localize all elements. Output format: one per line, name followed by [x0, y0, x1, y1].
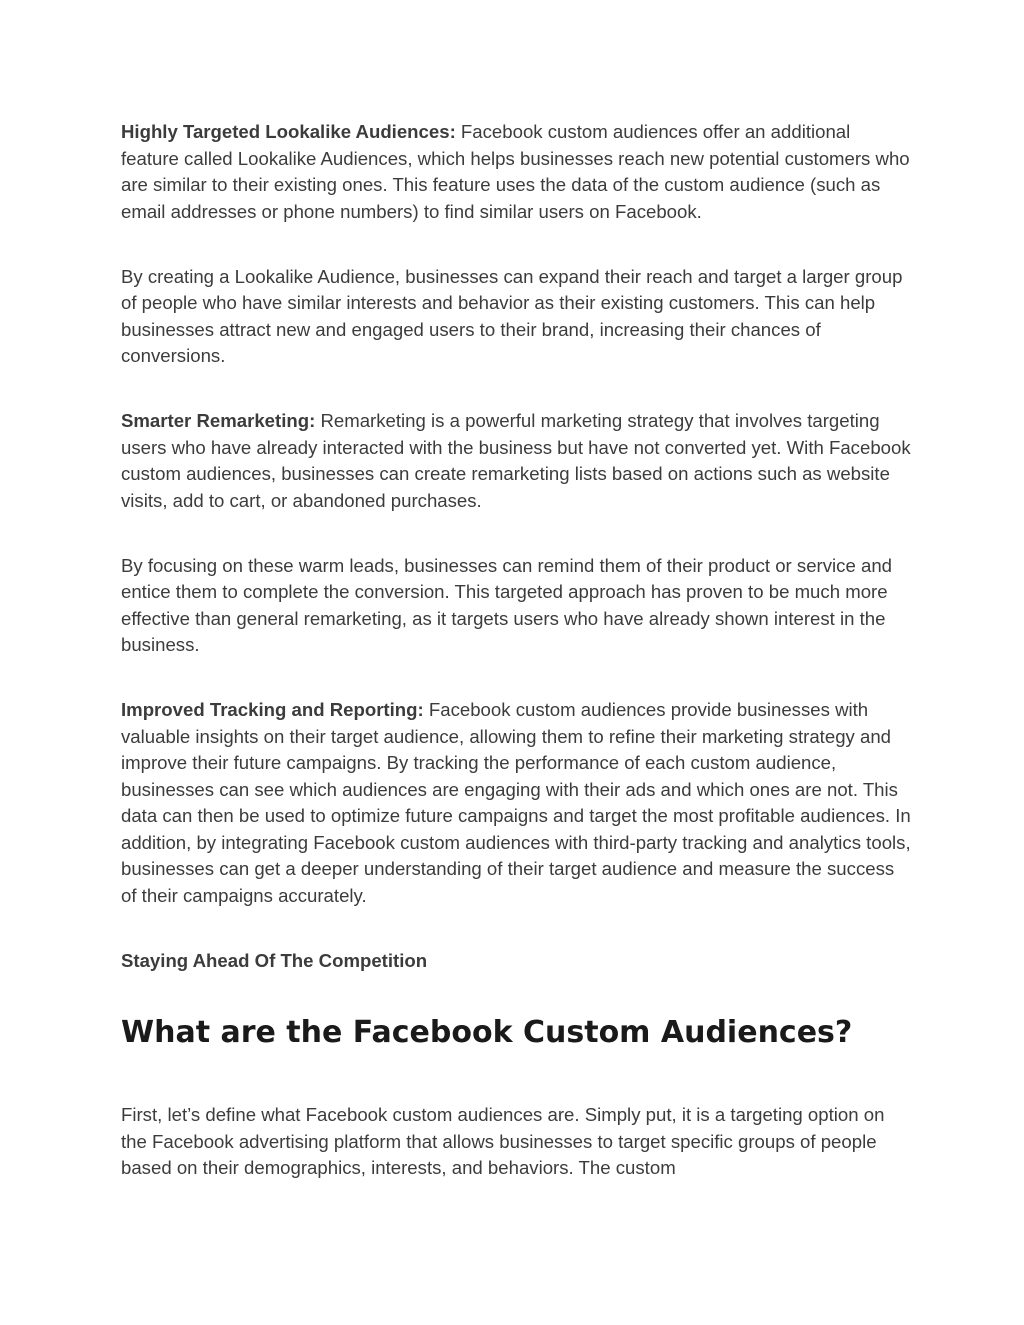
paragraph-warm-leads — [121, 553, 911, 659]
paragraph-body: Remarketing is a powerful marketing strategy that involves targeting users who have already interacted with the business but have not converted yet. With Facebook custom audiences, businesses can create remarketing lists based on actions such as website visits, add to cart, or abandoned purchases. — [121, 410, 911, 511]
paragraph-creating-lookalike — [121, 264, 911, 370]
paragraph-definition: First, let’s define what Facebook custom audiences are. Simply put, it is a targeting option on the Facebook advertising platform that allows businesses to target specific groups of people based on their demographics, interests, and behaviors. The custom — [121, 1104, 885, 1178]
document-page — [121, 119, 911, 1220]
paragraph-body: By focusing on these warm leads, businesses can remind them of their product or service and entice them to complete the conversion. This targeted approach has proven to be much more effective than general remarketing, as it targets users who have already shown interest in the business. — [121, 554, 892, 655]
paragraph-lead: Smarter Remarketing: — [121, 410, 316, 431]
paragraph-tracking-reporting — [121, 697, 911, 909]
paragraph-body: Facebook custom audiences offer an additional feature called Lookalike Audiences, which helps businesses reach new potential customers who are similar to their existing ones. This feature uses the data of the custom audience (such as email addresses or phone numbers) to find similar users on Facebook. — [121, 121, 910, 222]
paragraph-lookalike-audiences — [121, 119, 911, 225]
paragraph-smarter-remarketing — [121, 408, 911, 514]
paragraph-lead: Highly Targeted Lookalike Audiences: — [121, 121, 456, 142]
paragraph-body: By creating a Lookalike Audience, businesses can expand their reach and target a larger group of people who have similar interests and behavior as their existing customers. This can help businesses attract new and engaged users to their brand, increasing their chances of conversions. — [121, 265, 903, 366]
paragraph-body: Facebook custom audiences provide businesses with valuable insights on their target audience, allowing them to refine their marketing strategy and improve their future campaigns. By tracking the performance of each custom audience, businesses can see which audiences are engaging with their ads and which ones are not. This data can then be used to optimize future campaigns and target the most profitable audiences. In addition, by integrating Facebook custom audiences with third-party tracking and analytics tools, businesses can get a deeper understanding of their target audience and measure the success of their campaigns accurately. — [121, 699, 911, 906]
section-subheading: Staying Ahead Of The Competition — [121, 949, 428, 971]
paragraph-lead: Improved Tracking and Reporting: — [121, 699, 424, 720]
section-heading: What are the Facebook Custom Audiences? — [121, 1015, 853, 1050]
